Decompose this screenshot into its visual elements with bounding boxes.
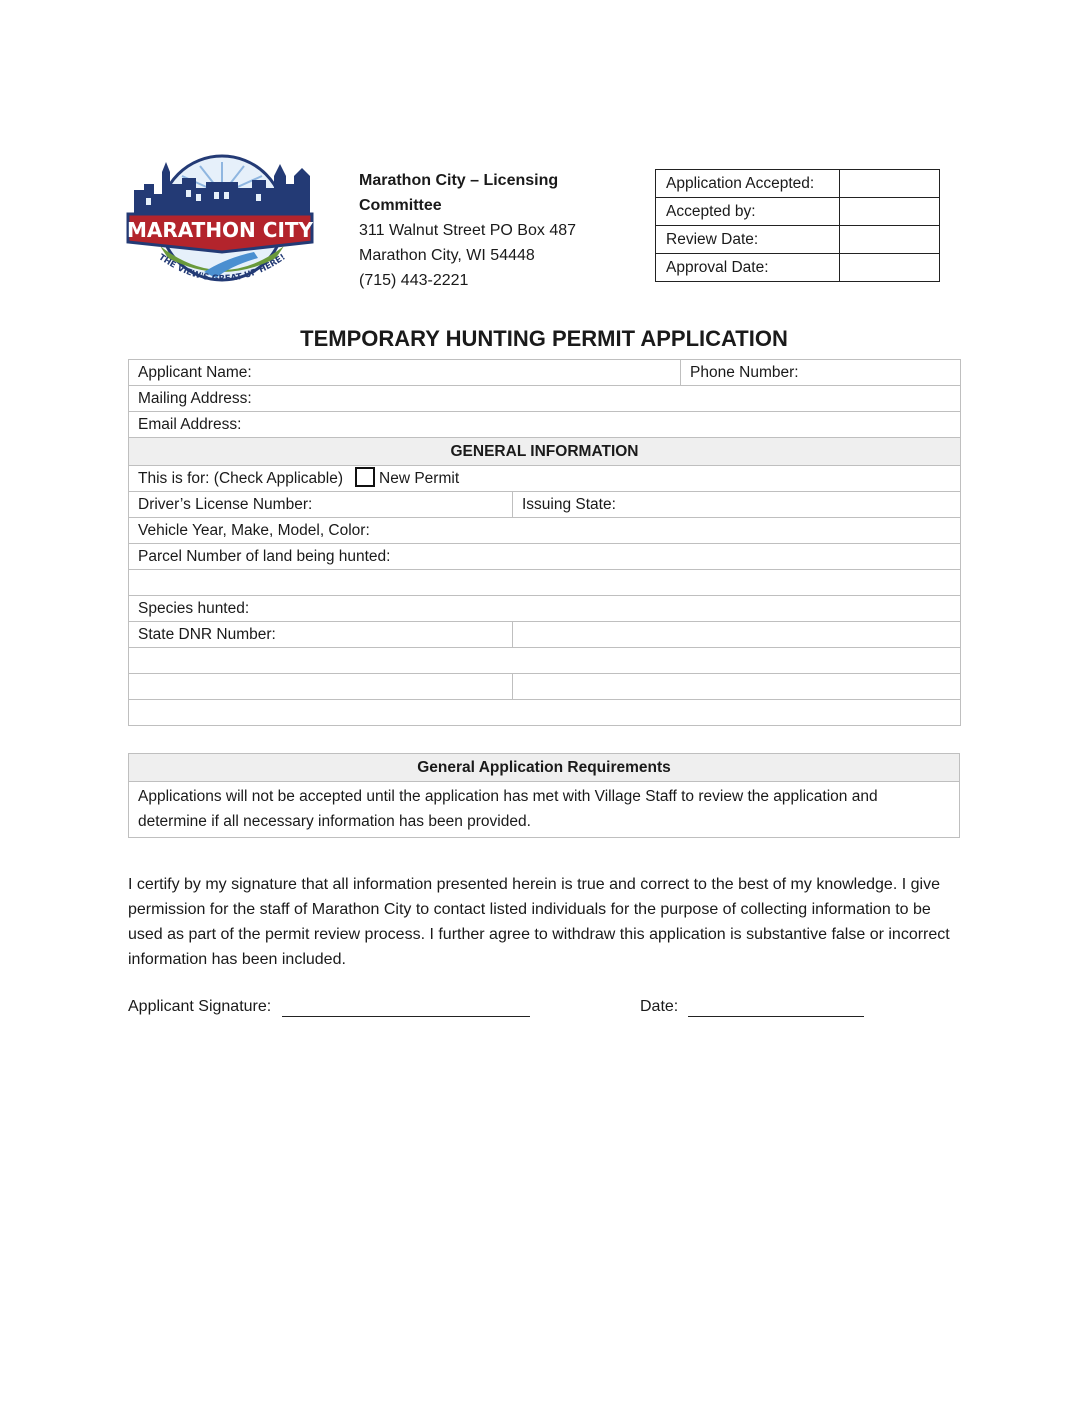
drivers-license-field[interactable]: Driver’s License Number: bbox=[129, 492, 513, 518]
office-use-table bbox=[655, 169, 940, 282]
review-date-label: Review Date: bbox=[656, 226, 840, 254]
blank-row[interactable] bbox=[129, 648, 961, 674]
applicant-signature-line[interactable] bbox=[282, 1016, 530, 1017]
accepted-by-label: Accepted by: bbox=[656, 198, 840, 226]
page-title: TEMPORARY HUNTING PERMIT APPLICATION bbox=[300, 326, 788, 351]
blank-row[interactable] bbox=[129, 700, 961, 726]
requirements-heading: General Application Requirements bbox=[129, 754, 960, 782]
vehicle-field[interactable]: Vehicle Year, Make, Model, Color: bbox=[129, 518, 961, 544]
issuing-state-field[interactable]: Issuing State: bbox=[513, 492, 961, 518]
logo-tagline: THE VIEW'S GREAT UP HERE! bbox=[156, 252, 288, 285]
org-city: Marathon City, WI 54448 bbox=[359, 247, 535, 264]
phone-number-field[interactable]: Phone Number: bbox=[681, 360, 961, 386]
org-name-line2: Committee bbox=[359, 197, 442, 214]
org-name-line1: Marathon City – Licensing bbox=[359, 172, 559, 189]
requirements-text: Applications will not be accepted until the application has met with Village Staff to review the application and determine if all necessary information has been provided. bbox=[129, 782, 960, 838]
logo-wordmark: MARATHON CITY bbox=[126, 218, 314, 242]
org-street: 311 Walnut Street PO Box 487 bbox=[359, 222, 577, 239]
date-line[interactable] bbox=[688, 1016, 864, 1017]
blank-cell-left[interactable] bbox=[129, 674, 513, 700]
permit-type-row bbox=[129, 466, 961, 492]
application-accepted-field[interactable] bbox=[840, 170, 940, 198]
parcel-number-continuation[interactable] bbox=[129, 570, 961, 596]
requirements-table bbox=[128, 753, 960, 838]
date-label: Date: bbox=[640, 998, 679, 1015]
new-permit-label: New Permit bbox=[379, 469, 460, 487]
applicant-name-field[interactable]: Applicant Name: bbox=[129, 360, 681, 386]
accepted-by-field[interactable] bbox=[840, 198, 940, 226]
state-dnr-number-field[interactable]: State DNR Number: bbox=[129, 622, 513, 648]
approval-date-field[interactable] bbox=[840, 254, 940, 282]
approval-date-label: Approval Date: bbox=[656, 254, 840, 282]
species-hunted-field[interactable]: Species hunted: bbox=[129, 596, 961, 622]
this-is-for-label: This is for: (Check Applicable) bbox=[138, 469, 344, 487]
new-permit-checkbox[interactable] bbox=[355, 467, 375, 487]
certification-text: I certify by my signature that all information presented herein is true and correct to the best of my knowledge. I give permission for the staff of Marathon City to contact listed individuals for the purpose of collecting information to be used as part of the permit review process. I further agree to withdraw this application is substantive false or incorrect information has been included. bbox=[128, 876, 950, 968]
mailing-address-field[interactable]: Mailing Address: bbox=[129, 386, 961, 412]
application-accepted-label: Application Accepted: bbox=[656, 170, 840, 198]
state-dnr-number-value[interactable] bbox=[513, 622, 961, 648]
application-form-table bbox=[128, 359, 961, 726]
org-phone: (715) 443-2221 bbox=[359, 272, 469, 289]
applicant-signature-label: Applicant Signature: bbox=[128, 998, 272, 1015]
email-address-field[interactable]: Email Address: bbox=[129, 412, 961, 438]
parcel-number-field[interactable]: Parcel Number of land being hunted: bbox=[129, 544, 961, 570]
review-date-field[interactable] bbox=[840, 226, 940, 254]
general-information-heading: GENERAL INFORMATION bbox=[129, 438, 961, 466]
marathon-city-logo bbox=[126, 154, 314, 294]
organization-address bbox=[359, 168, 619, 293]
blank-cell-right[interactable] bbox=[513, 674, 961, 700]
